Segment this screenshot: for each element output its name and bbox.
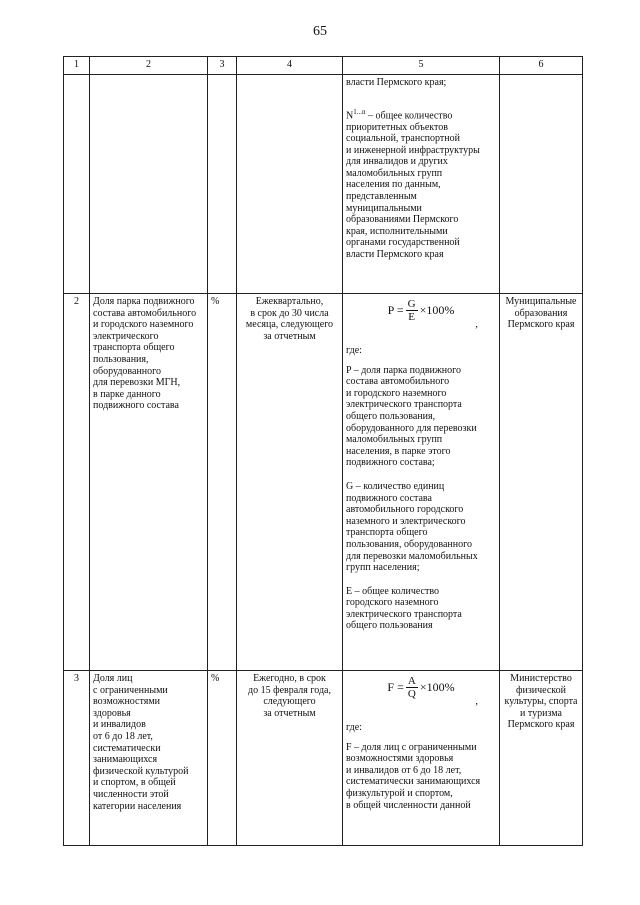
formula-comma: ,: [475, 318, 478, 331]
method-line: власти Пермского края: [346, 249, 444, 261]
formula: [346, 298, 496, 331]
method-line: населения по данным,: [346, 179, 441, 191]
formula-numerator: G: [407, 298, 416, 310]
definition-line: оборудованного для перевозки: [346, 422, 477, 434]
indicator-line: физической культурой: [93, 765, 189, 777]
source-line: Пермского края: [507, 719, 575, 731]
indicator-line: и городского наземного: [93, 319, 194, 331]
n-definition-lines: [346, 122, 496, 261]
indicator-line: состава автомобильного: [93, 307, 197, 319]
method-line: власти Пермского края;: [346, 77, 447, 88]
definitions: [346, 365, 496, 632]
frequency-line: за отчетным: [263, 707, 316, 719]
definition-line: физкультурой и спортом,: [346, 787, 453, 799]
indicator-cell: [90, 671, 208, 846]
source-line: Пермского края: [507, 319, 575, 331]
formula-fraction: [406, 675, 418, 700]
unit-cell: %: [208, 294, 237, 671]
indicator-cell: [90, 75, 208, 294]
definition-line: общего пользования: [346, 620, 433, 632]
definition-line: и инвалидов от 6 до 18 лет,: [346, 764, 462, 776]
definition-line: для перевозки маломобильных: [346, 550, 478, 562]
column-number: 3: [208, 57, 237, 75]
definition-block: [346, 586, 496, 632]
source-line: культуры, спорта: [504, 696, 578, 708]
row-number-cell: [64, 75, 90, 294]
indicator-line: с ограниченными: [93, 684, 168, 696]
source-line: Министерство: [510, 673, 572, 684]
formula-denominator: Q: [407, 688, 416, 700]
definition-block: [346, 481, 496, 574]
indicator-line: Доля лиц: [93, 673, 133, 684]
indicator-line: от 6 до 18 лет,: [93, 730, 153, 742]
row-number-cell: 2: [64, 294, 90, 671]
definition-line: городского наземного: [346, 597, 439, 609]
formula-rhs: ×100%: [419, 302, 455, 317]
definition-line: наземного и электрического: [346, 515, 466, 527]
definition-line: F – доля лиц с ограниченными: [346, 741, 477, 753]
formula-fraction: [406, 298, 418, 323]
definition-line: населения, в парке этого: [346, 445, 451, 457]
definition-line: P – доля парка подвижного: [346, 364, 462, 376]
column-number: 6: [500, 57, 583, 75]
frequency-line: Ежеквартально,: [255, 296, 324, 307]
formula-numerator: A: [407, 675, 416, 687]
method-line: для инвалидов и других: [346, 156, 448, 168]
frequency-line: в срок до 30 числа: [250, 307, 329, 319]
source-line: образования: [514, 307, 568, 319]
row-number-cell: 3: [64, 671, 90, 846]
frequency-line: месяца, следующего: [245, 319, 334, 331]
indicator-line: оборудованного: [93, 365, 161, 377]
unit-cell: [208, 75, 237, 294]
definition-line: в общей численности данной: [346, 799, 471, 811]
method-cell: [343, 671, 500, 846]
indicator-line: пользования,: [93, 353, 149, 365]
source-line: физической: [516, 684, 566, 696]
method-line: приоритетных объектов: [346, 121, 448, 133]
indicator-line: здоровья: [93, 707, 131, 719]
indicator-line: и инвалидов: [93, 719, 146, 731]
indicator-line: и спортом, в общей: [93, 777, 176, 789]
method-line: социальной, транспортной: [346, 133, 460, 145]
source-cell: [500, 671, 583, 846]
definition-line: маломобильных групп: [346, 434, 443, 446]
definition-line: подвижного состава: [346, 492, 432, 504]
definition-block: [346, 365, 496, 469]
table-row-continuation: [64, 75, 583, 294]
page-number: 65: [313, 24, 327, 39]
source-line: и туризма: [520, 707, 562, 719]
source-cell: [500, 75, 583, 294]
definition-line: электрического транспорта: [346, 399, 462, 411]
indicator-line: в парке данного: [93, 388, 161, 400]
definition-line: возможностями здоровья: [346, 753, 454, 765]
indicators-table: [63, 56, 583, 846]
column-number-row: [64, 57, 583, 75]
method-line: образованиями Пермского: [346, 214, 459, 226]
definition-line: автомобильного городского: [346, 504, 464, 516]
frequency-line: за отчетным: [263, 330, 316, 342]
method-line: представленным: [346, 191, 417, 203]
definition-line: подвижного состава;: [346, 457, 435, 469]
n-superscript: 1...n: [353, 107, 366, 116]
indicator-line: Доля парка подвижного: [93, 296, 195, 307]
method-cell: [343, 294, 500, 671]
method-line: маломобильных групп: [346, 167, 443, 179]
method-line: края, исполнительными: [346, 225, 448, 237]
definition-line: состава автомобильного: [346, 376, 450, 388]
formula-lhs: P =: [387, 302, 404, 317]
column-number: 5: [343, 57, 500, 75]
indicator-line: численности этой: [93, 788, 169, 800]
frequency-line: следующего: [263, 696, 316, 708]
indicator-line: систематически: [93, 742, 161, 754]
indicator-line: подвижного состава: [93, 400, 179, 412]
indicator-line: возможностями: [93, 696, 161, 708]
frequency-cell: [237, 671, 343, 846]
definition-line: общего пользования,: [346, 410, 436, 422]
column-number: 4: [237, 57, 343, 75]
formula-comma: ,: [475, 695, 478, 708]
where-label: где:: [346, 345, 362, 356]
formula: [346, 675, 496, 708]
definition-line: электрического транспорта: [346, 608, 462, 620]
frequency-cell: [237, 294, 343, 671]
definition-line: и городского наземного: [346, 387, 447, 399]
table-row: [64, 671, 583, 846]
method-line: органами государственной: [346, 237, 460, 249]
frequency-cell: [237, 75, 343, 294]
definition-block: [346, 742, 496, 812]
column-number: 1: [64, 57, 90, 75]
indicator-line: электрического: [93, 330, 159, 342]
source-cell: [500, 294, 583, 671]
where-label: где:: [346, 722, 362, 733]
indicator-line: транспорта общего: [93, 342, 175, 354]
definition-line: E – общее количество: [346, 585, 440, 597]
frequency-line: до 15 февраля года,: [248, 684, 331, 696]
n-symbol: N: [346, 109, 354, 121]
table-row: [64, 294, 583, 671]
method-line: и инженерной инфраструктуры: [346, 144, 480, 156]
indicator-line: категории населения: [93, 800, 182, 812]
method-cell: [343, 75, 500, 294]
n-definition-first-line: [346, 107, 496, 122]
unit-cell: %: [208, 671, 237, 846]
formula-lhs: F =: [387, 679, 404, 694]
definition-line: систематически занимающихся: [346, 776, 481, 788]
indicator-line: для перевозки МГН,: [93, 377, 181, 389]
definition-line: транспорта общего: [346, 527, 428, 539]
source-line: Муниципальные: [505, 296, 577, 307]
definition-line: групп населения;: [346, 562, 420, 574]
definition-line: G – количество единиц: [346, 480, 445, 492]
formula-rhs: ×100%: [419, 679, 455, 694]
frequency-line: Ежегодно, в срок: [253, 673, 326, 684]
indicator-cell: [90, 294, 208, 671]
definition-line: пользования, оборудованного: [346, 538, 472, 550]
definitions: [346, 742, 496, 812]
n-definition-text: – общее количество: [365, 109, 453, 121]
indicator-line: занимающихся: [93, 754, 158, 766]
formula-denominator: E: [408, 311, 415, 323]
method-line: муниципальными: [346, 202, 422, 214]
column-number: 2: [90, 57, 208, 75]
